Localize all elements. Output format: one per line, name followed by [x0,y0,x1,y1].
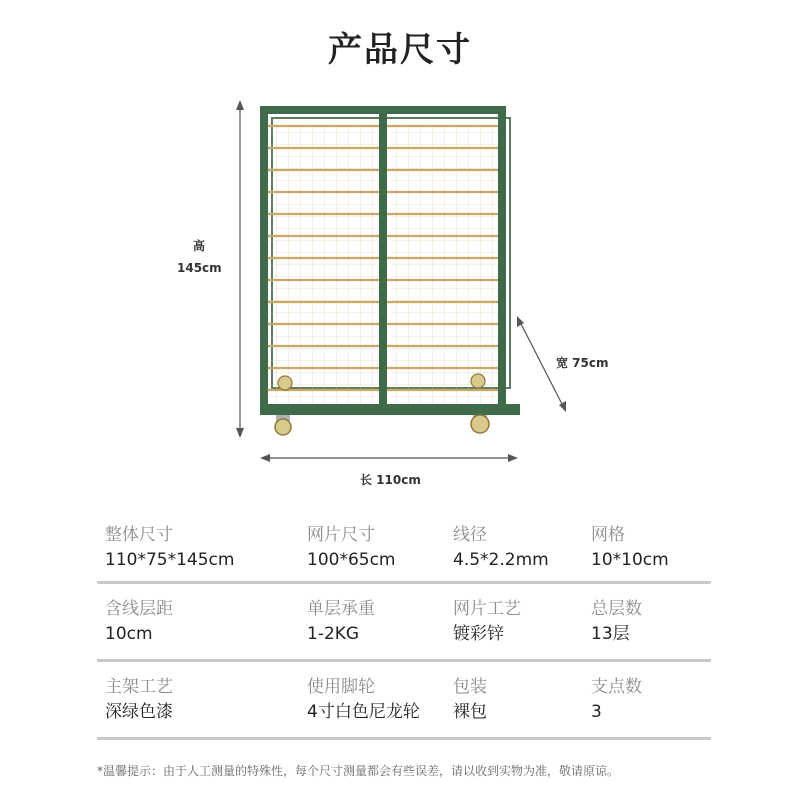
height-label: 高 [193,239,206,253]
spec-value: 10*10cm [591,550,669,570]
spec-key: 主架工艺 [105,677,173,697]
spec-key: 整体尺寸 [105,525,173,545]
spec-cell [307,584,375,645]
spec-cell [453,518,549,571]
spec-value: 裸包 [453,702,487,722]
spec-value: 100*65cm [307,550,396,570]
spec-cell [307,518,396,571]
spec-cell [307,662,420,723]
spec-cell [105,584,173,645]
length-label: 长 110cm [360,473,421,487]
spec-key: 网片工艺 [453,599,521,619]
spec-row [97,518,711,584]
height-dimension-line [236,100,244,438]
spec-cell [591,584,642,645]
spec-key: 支点数 [591,677,642,697]
spec-cell [105,518,234,571]
spec-row [97,584,711,662]
spec-cell [591,518,669,571]
caster-front-right [471,415,489,433]
spec-value: 镀彩锌 [453,624,504,644]
spec-key: 线径 [453,525,487,545]
spec-cell [105,662,173,723]
spec-key: 总层数 [591,599,642,619]
width-label: 宽 75cm [556,356,609,370]
spec-key: 使用脚轮 [307,677,375,697]
caster-back-right [471,374,485,388]
spec-key: 网格 [591,525,625,545]
spec-value: 深绿色漆 [105,702,173,722]
spec-value: 3 [591,702,602,722]
spec-table [97,518,711,740]
spec-key: 网片尺寸 [307,525,375,545]
spec-value: 4寸白色尼龙轮 [307,702,420,722]
notice-text: *温馨提示：由于人工测量的特殊性，每个尺寸测量都会有些误差，请以收到实物为准，敬请原谅。 [97,764,620,778]
spec-row [97,662,711,740]
height-value: 145cm [177,261,222,275]
spec-cell [453,662,487,723]
spec-value: 110*75*145cm [105,550,235,570]
spec-key: 含线层距 [105,599,173,619]
spec-cell [453,584,521,645]
spec-cell [591,662,642,723]
page-title: 产品尺寸 [328,30,472,70]
spec-value: 1-2KG [307,624,360,644]
caster-back-left [278,376,292,390]
spec-value: 4.5*2.2mm [453,550,549,570]
spec-value: 10cm [105,624,153,644]
caster-front-left [275,415,291,435]
spec-key: 单层承重 [307,599,375,619]
length-dimension-line [260,454,518,462]
spec-value: 13层 [591,624,630,644]
spec-key: 包装 [453,677,487,697]
